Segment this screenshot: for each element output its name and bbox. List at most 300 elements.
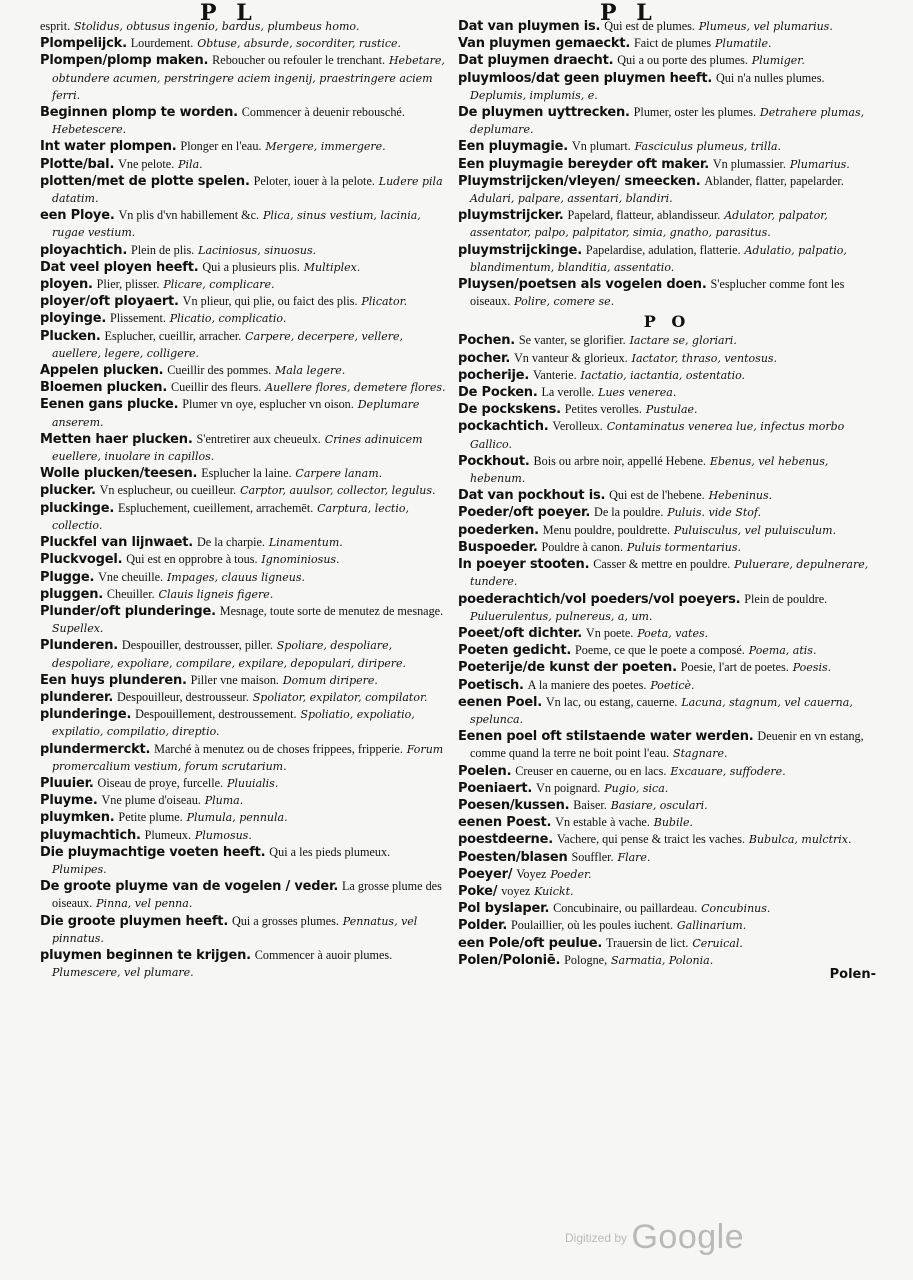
latin-gloss: Ignominiosus. [261, 553, 340, 567]
latin-gloss: Plumipes. [52, 862, 107, 876]
dictionary-entry [40, 706, 448, 740]
french-gloss: Qui n'a nulles plumes. [716, 70, 825, 85]
french-gloss: Mesnage, toute sorte de menutez de mesnage. [219, 603, 444, 618]
french-gloss: Petite plume. [118, 810, 183, 825]
dictionary-entry [458, 849, 876, 866]
french-gloss: Vn poete. [585, 625, 634, 640]
headword: Een pluymagie. [458, 139, 569, 155]
dictionary-entry [40, 18, 448, 35]
dictionary-entry [40, 276, 448, 293]
dictionary-entry [40, 741, 448, 775]
headword: Poeet/oft dichter. [458, 625, 583, 641]
french-gloss: Qui est de l'hebene. [609, 488, 705, 503]
latin-gloss: Pinna, vel penna. [96, 897, 193, 911]
headword: Pluuier. [40, 775, 94, 791]
dictionary-entry [40, 379, 448, 396]
latin-gloss: Plumescere, vel plumare. [52, 966, 194, 980]
headword: Poesten/blasen [458, 849, 568, 865]
dictionary-entry [40, 809, 448, 826]
french-gloss: Faict de plumes [633, 36, 712, 51]
latin-gloss: Excauare, suffodere. [670, 764, 786, 778]
french-gloss: Espluchement, cueillement, arrachemēt. [118, 500, 314, 515]
latin-gloss: Forum promercalium vestium, forum scrutarium. [52, 742, 444, 773]
dictionary-entry [458, 797, 876, 814]
headword: Pluckvogel. [40, 552, 123, 568]
latin-gloss: Plumeus, vel plumarius. [698, 20, 833, 33]
dictionary-entry [40, 551, 448, 568]
headword: Metten haer plucken. [40, 431, 193, 447]
latin-gloss: Spoliatio, expoliatio, expilatio, compilatio, direptio. [52, 708, 415, 739]
french-gloss: Vn lac, ou estang, cauerne. [545, 694, 678, 709]
french-gloss: Poulaillier, où les poules iuchent. [511, 918, 673, 933]
french-gloss: S'entretirer aux cheueulx. [196, 431, 321, 446]
latin-gloss: Iactator, thraso, ventosus. [631, 351, 778, 365]
headword: een Ploye. [40, 208, 115, 224]
headword: pluymstrijckinge. [458, 242, 583, 258]
french-gloss: Plumeux. [144, 827, 192, 842]
latin-gloss: Iactare se, gloriari. [629, 334, 737, 348]
dictionary-entry [40, 569, 448, 586]
latin-gloss: Mala legere. [275, 364, 346, 378]
dictionary-entry [458, 104, 876, 138]
latin-gloss: Contaminatus venerea lue, infectus morbo Gallico. [470, 420, 845, 451]
latin-gloss: Puluerulentus, pulnereus, a, um. [470, 609, 653, 623]
headword: Plugge. [40, 569, 95, 585]
latin-gloss: Adulari, palpare, assentari, blandiri. [470, 192, 673, 206]
headword: pluymachtich. [40, 827, 141, 843]
dictionary-entry [458, 539, 876, 556]
french-gloss: Vn plis d'vn habillement &c. [118, 208, 260, 223]
french-gloss: Lourdement. [130, 36, 194, 51]
latin-gloss: Stolidus, obtusus ingenio, bardus, plumbeus homo. [74, 20, 360, 33]
latin-gloss: Concubinus. [701, 902, 771, 916]
dictionary-entry [458, 866, 876, 883]
french-gloss: Commencer à auoir plumes. [254, 947, 393, 962]
dictionary-entry [40, 259, 448, 276]
french-gloss: Vn plieur, qui plie, ou faict des plis. [182, 294, 358, 309]
dictionary-entry [458, 694, 876, 728]
headword: poederachtich/vol poeders/vol poeyers. [458, 591, 741, 607]
dictionary-entry [458, 138, 876, 155]
french-gloss: Oiseau de proye, furcelle. [97, 775, 224, 790]
latin-gloss: Plicator. [361, 295, 408, 309]
headword: Wolle plucken/teesen. [40, 466, 198, 482]
headword: eenen Poest. [458, 815, 552, 831]
headword: poederken. [458, 522, 539, 538]
dictionary-entry [458, 401, 876, 418]
latin-gloss: Laciniosus, sinuosus. [198, 243, 317, 257]
french-gloss: Pologne, [564, 952, 608, 967]
latin-gloss: Iactatio, iactantia, ostentatio. [580, 368, 746, 382]
latin-gloss: Lacuna, stagnum, vel cauerna, spelunca. [470, 695, 853, 726]
dictionary-entry [40, 310, 448, 327]
latin-gloss: Carptor, auulsor, collector, legulus. [240, 484, 436, 498]
latin-gloss: Bubulca, mulctrix. [748, 833, 852, 847]
dictionary-entry [40, 500, 448, 534]
latin-gloss: Supellex. [52, 622, 104, 636]
dictionary-entry [40, 156, 448, 173]
latin-gloss: Plumiger. [751, 54, 805, 68]
dictionary-entry [458, 207, 876, 241]
french-gloss: Cueillir des pommes. [167, 363, 272, 378]
running-head-right: P L [600, 0, 658, 26]
french-gloss: Plonger en l'eau. [180, 139, 262, 154]
dictionary-entry [458, 350, 876, 367]
french-gloss: Baiser. [573, 797, 607, 812]
headword: Dat pluymen draecht. [458, 53, 614, 69]
french-gloss: Piller vne maison. [190, 672, 279, 687]
headword: Beginnen plomp te worden. [40, 105, 238, 121]
latin-gloss: Hebetare, obtundere acumen, perstringere aciem ingenij, praestringere aciem ferri. [52, 54, 445, 102]
headword: De groote pluyme van de vogelen / veder. [40, 879, 339, 895]
dictionary-entry [40, 465, 448, 482]
dictionary-entry [40, 293, 448, 310]
headword: De Pocken. [458, 385, 538, 401]
headword: Pluckfel van lijnwaet. [40, 535, 194, 551]
latin-gloss: Detrahere plumas, deplumare. [470, 106, 865, 137]
latin-gloss: Hebetescere. [52, 123, 127, 137]
latin-gloss: Impages, clauus ligneus. [166, 570, 305, 584]
latin-gloss: Obtuse, absurde, socorditer, rustice. [197, 37, 401, 51]
latin-gloss: Pluuialis. [226, 776, 279, 790]
headword: Polen/Poloniē. [458, 952, 561, 968]
dictionary-entry [458, 625, 876, 642]
latin-gloss: Carpere lanam. [295, 467, 383, 481]
dictionary-entry [40, 173, 448, 207]
dictionary-entry [458, 487, 876, 504]
dictionary-entry [40, 586, 448, 603]
digitized-watermark: $^{Digitized by}$ Google [565, 1218, 745, 1256]
latin-gloss: Linamentum. [268, 536, 343, 550]
french-gloss: Vn plumart. [571, 139, 631, 154]
dictionary-entry [458, 883, 876, 900]
dictionary-entry [40, 52, 448, 104]
french-gloss: esprit. [40, 19, 71, 33]
latin-gloss: Fasciculus plumeus, trilla. [634, 140, 782, 154]
section-heading: P O [643, 312, 691, 332]
latin-gloss: Sarmatia, Polonia. [611, 953, 714, 967]
latin-gloss: Auellere flores, demetere flores. [265, 381, 446, 395]
latin-gloss: Puluerare, depulnerare, tundere. [470, 558, 869, 589]
french-gloss: Vne pelote. [118, 156, 175, 171]
headword: plunderer. [40, 689, 114, 705]
french-gloss: Plein de pouldre. [744, 591, 828, 606]
headword: Plunderen. [40, 638, 119, 654]
latin-gloss: Plumosus. [194, 828, 252, 842]
dictionary-entry [458, 763, 876, 780]
french-gloss: Plier, plisser. [96, 277, 160, 292]
dictionary-entry [40, 775, 448, 792]
french-gloss: Se vanter, se glorifier. [518, 333, 626, 348]
french-gloss: Vn vanteur & glorieux. [514, 350, 628, 365]
french-gloss: Plissement. [110, 311, 166, 326]
latin-gloss: Mergere, immergere. [265, 140, 386, 154]
latin-gloss: Pila. [178, 157, 203, 171]
headword: Een huys plunderen. [40, 672, 187, 688]
headword: Pluysen/poetsen als vogelen doen. [458, 277, 707, 293]
latin-gloss: Plumula, pennula. [186, 811, 288, 825]
french-gloss: Papelard, flatteur, ablandisseur. [567, 208, 721, 223]
latin-gloss: Carptura, lectio, collectio. [52, 501, 409, 532]
dictionary-entry [40, 207, 448, 241]
dictionary-entry [40, 913, 448, 947]
latin-gloss: Poeder. [550, 867, 592, 881]
french-gloss: Cheuiller. [106, 586, 155, 601]
headword: Polder. [458, 918, 508, 934]
latin-gloss: Puluis tormentarius. [626, 540, 741, 554]
headword: Poeniaert. [458, 780, 533, 796]
headword: pocherije. [458, 367, 530, 383]
headword: Plompen/plomp maken. [40, 53, 209, 69]
french-gloss: Qui a les pieds plumeux. [269, 844, 391, 859]
dictionary-entry [40, 242, 448, 259]
headword: ployer/oft ployaert. [40, 294, 179, 310]
latin-gloss: Adulatio, palpatio, blandimentum, blanditia, assentatio. [470, 243, 847, 274]
dictionary-entry [458, 728, 876, 762]
dictionary-entry [458, 591, 876, 625]
dictionary-entry [458, 276, 876, 310]
headword: Plucken. [40, 328, 101, 344]
dictionary-entry [458, 156, 876, 173]
latin-gloss: Spoliare, despoliare, despoliare, expoliare, compilare, expilare, depopulari, diripere. [52, 639, 407, 670]
headword: Pol byslaper. [458, 901, 550, 917]
headword: een Pole/oft peulue. [458, 935, 603, 951]
headword: Poesen/kussen. [458, 797, 570, 813]
dictionary-entry [458, 814, 876, 831]
french-gloss: Despouillement, destroussement. [135, 707, 297, 722]
french-gloss: Reboucher ou refouler le trenchant. [212, 53, 386, 68]
latin-gloss: Poeticè. [650, 678, 695, 692]
headword: Int water plompen. [40, 139, 177, 155]
latin-gloss: Hebeninus. [708, 489, 773, 503]
headword: Pluyme. [40, 793, 98, 809]
headword: pluymken. [40, 810, 115, 826]
latin-gloss: Bubile. [653, 816, 694, 830]
dictionary-entry [458, 35, 876, 52]
latin-gloss: Plicare, complicare. [163, 278, 275, 292]
headword: pockachtich. [458, 419, 549, 435]
headword: plundermerckt. [40, 741, 151, 757]
headword: pluymstrijcker. [458, 208, 564, 224]
latin-gloss: Ludere pila datatim. [52, 174, 443, 206]
headword: Poke/ [458, 883, 498, 899]
headword: De pockskens. [458, 402, 561, 418]
headword: Pluymstrijcken/vleyen/ smeecken. [458, 173, 701, 189]
french-gloss: Vn esplucheur, ou cueilleur. [99, 483, 237, 498]
headword: pluckinge. [40, 500, 115, 516]
french-gloss: Concubinaire, ou paillardeau. [553, 901, 698, 916]
french-gloss: A la maniere des poetes. [527, 677, 647, 692]
latin-gloss: Puluis. vide Stof. [667, 506, 762, 520]
french-gloss: voyez [501, 883, 531, 898]
headword: ployinge. [40, 311, 107, 327]
headword: Die pluymachtige voeten heeft. [40, 844, 266, 860]
french-gloss: La verolle. [541, 385, 595, 400]
french-gloss: Voyez [516, 866, 547, 881]
running-head-left: P L [200, 0, 258, 26]
dictionary-entry [40, 603, 448, 637]
french-gloss: Marché à menutez ou de choses frippees, fripperie. [154, 741, 403, 756]
french-gloss: Creuser en cauerne, ou en lacs. [515, 763, 667, 778]
french-gloss: Peloter, iouer à la pelote. [253, 173, 375, 188]
latin-gloss: Kuickt. [534, 884, 574, 898]
dictionary-entry [458, 332, 876, 349]
latin-gloss: Adulator, palpator, assentator, palpo, palpitator, simia, gnatho, parasitus. [470, 209, 828, 240]
dictionary-entry [458, 453, 876, 487]
dictionary-entry [458, 900, 876, 917]
french-gloss: S'esplucher comme font les oiseaux. [470, 277, 845, 309]
dictionary-entry [458, 504, 876, 521]
dictionary-entry [40, 947, 448, 981]
latin-gloss: Pugio, sica. [604, 781, 669, 795]
french-gloss: Petites verolles. [564, 402, 642, 417]
dictionary-entry [458, 52, 876, 69]
dictionary-entry [40, 844, 448, 878]
latin-gloss: Ceruical. [692, 936, 743, 950]
latin-gloss: Ebenus, vel hebenus, hebenum. [470, 454, 829, 486]
dictionary-entry [458, 917, 876, 934]
dictionary-entry [458, 173, 876, 207]
french-gloss: Trauersin de lict. [605, 935, 689, 950]
headword: Poeyer/ [458, 866, 513, 882]
latin-gloss: Flare. [617, 850, 651, 864]
latin-gloss: Puluisculus, vel puluisculum. [673, 523, 837, 537]
french-gloss: De la pouldre. [594, 505, 664, 520]
headword: ployen. [40, 277, 93, 293]
latin-gloss: Crines adinuicem euellere, inuolare in capillos. [52, 432, 423, 464]
latin-gloss: Clauis ligneis figere. [158, 587, 274, 601]
dictionary-entry [40, 328, 448, 362]
dictionary-entry [458, 384, 876, 401]
french-gloss: Qui a grosses plumes. [231, 913, 339, 928]
headword: Plotte/bal. [40, 156, 115, 172]
french-gloss: Vn poignard. [536, 780, 601, 795]
dictionary-entry [458, 935, 876, 952]
dictionary-entry [458, 556, 876, 590]
latin-gloss: Plica, sinus vestium, lacinia, rugae vestium. [52, 209, 421, 240]
headword: Eenen gans plucke. [40, 397, 179, 413]
headword: Die groote pluymen heeft. [40, 913, 229, 929]
dictionary-entry [40, 396, 448, 430]
dictionary-entry [458, 831, 876, 848]
french-gloss: Vne plume d'oiseau. [101, 793, 201, 808]
french-gloss: Verolleux. [552, 419, 603, 434]
headword: Van pluymen gemaeckt. [458, 36, 631, 52]
headword: Poeterije/de kunst der poeten. [458, 660, 677, 676]
dictionary-entry [40, 35, 448, 52]
french-gloss: Deuenir en vn estang, comme quand la terre ne boit point l'eau. [470, 729, 864, 761]
headword: pluggen. [40, 586, 104, 602]
headword: Dat veel ployen heeft. [40, 259, 199, 275]
dictionary-entry [40, 431, 448, 465]
french-gloss: Plumer, oster les plumes. [633, 105, 757, 120]
dictionary-entry [40, 689, 448, 706]
dictionary-entry [458, 522, 876, 539]
headword: Buspoeder. [458, 539, 538, 555]
latin-gloss: Plumarius. [789, 157, 850, 171]
headword: Plunder/oft plunderinge. [40, 603, 216, 619]
dictionary-entry [40, 878, 448, 912]
french-gloss: Plumer vn oye, esplucher vn oison. [182, 397, 354, 412]
dictionary-entry [40, 637, 448, 671]
latin-gloss: Basiare, osculari. [610, 798, 708, 812]
dictionary-entry [40, 792, 448, 809]
french-gloss: Commencer à deuenir rebousché. [241, 105, 405, 120]
dictionary-entry [458, 242, 876, 276]
headword: Poelen. [458, 763, 512, 779]
french-gloss: Bois ou arbre noir, appellé Hebene. [533, 453, 706, 468]
latin-gloss: Plicatio, complicatio. [169, 312, 287, 326]
catchword: Polen- [829, 966, 876, 982]
dictionary-entry [458, 677, 876, 694]
french-gloss: Cueillir des fleurs. [170, 380, 262, 395]
latin-gloss: Deplumare anserem. [52, 398, 420, 429]
headword: Appelen plucken. [40, 363, 164, 379]
french-gloss: Vne cheuille. [98, 569, 164, 584]
dictionary-entry [40, 362, 448, 379]
french-gloss: De la charpie. [196, 535, 265, 550]
latin-gloss: Stagnare. [673, 747, 728, 761]
latin-gloss: Deplumis, implumis, e. [470, 88, 598, 102]
headword: Pochen. [458, 333, 516, 349]
headword: Poeder/oft poeyer. [458, 505, 591, 521]
dictionary-entry [458, 659, 876, 676]
french-gloss: Vn plumassier. [712, 156, 786, 171]
headword: Dat van pockhout is. [458, 488, 606, 504]
french-gloss: Pouldre à canon. [541, 539, 624, 554]
dictionary-entry [40, 534, 448, 551]
dictionary-entry [40, 482, 448, 499]
french-gloss: Casser & mettre en pouldre. [593, 557, 731, 572]
french-gloss: Qui est en opprobre à tous. [126, 552, 258, 567]
dictionary-entry [458, 418, 876, 452]
headword: In poeyer stooten. [458, 557, 590, 573]
french-gloss: Vachere, qui pense & traict les vaches. [556, 832, 745, 847]
headword: De pluymen uyttrecken. [458, 105, 630, 121]
french-gloss: Menu pouldre, pouldrette. [542, 522, 671, 537]
headword: plotten/met de plotte spelen. [40, 173, 250, 189]
french-gloss: Qui a ou porte des plumes. [617, 53, 748, 68]
headword: poestdeerne. [458, 832, 553, 848]
latin-gloss: Gallinarium. [676, 919, 747, 933]
latin-gloss: Carpere, decerpere, vellere, auellere, legere, colligere. [52, 329, 404, 360]
french-gloss: Vn estable à vache. [555, 815, 650, 830]
headword: Plompelijck. [40, 36, 127, 52]
latin-gloss: Pennatus, vel pinnatus. [52, 914, 418, 945]
headword: ployachtich. [40, 242, 128, 258]
dictionary-entry [458, 18, 876, 35]
french-gloss: Papelardise, adulation, flatterie. [585, 242, 741, 257]
latin-gloss: Poeta, vates. [637, 626, 709, 640]
french-gloss: Vanterie. [532, 367, 577, 382]
dictionary-entry [40, 672, 448, 689]
latin-gloss: Poesis. [792, 661, 832, 675]
dictionary-entry [40, 138, 448, 155]
french-gloss: Plein de plis. [130, 242, 195, 257]
headword: eenen Poel. [458, 694, 542, 710]
latin-gloss: Lues venerea. [598, 386, 677, 400]
headword: Eenen poel oft stilstaende water werden. [458, 729, 754, 745]
dictionary-entry [40, 104, 448, 138]
latin-gloss: Pluma. [204, 794, 244, 808]
french-gloss: Poesie, l'art de poetes. [680, 660, 789, 675]
headword: plucker. [40, 483, 96, 499]
headword: Pockhout. [458, 453, 530, 469]
french-gloss: Despouilleur, destrousseur. [117, 689, 249, 704]
latin-gloss: Poema, atis. [748, 644, 817, 658]
left-column [40, 18, 448, 981]
right-column [458, 18, 876, 982]
